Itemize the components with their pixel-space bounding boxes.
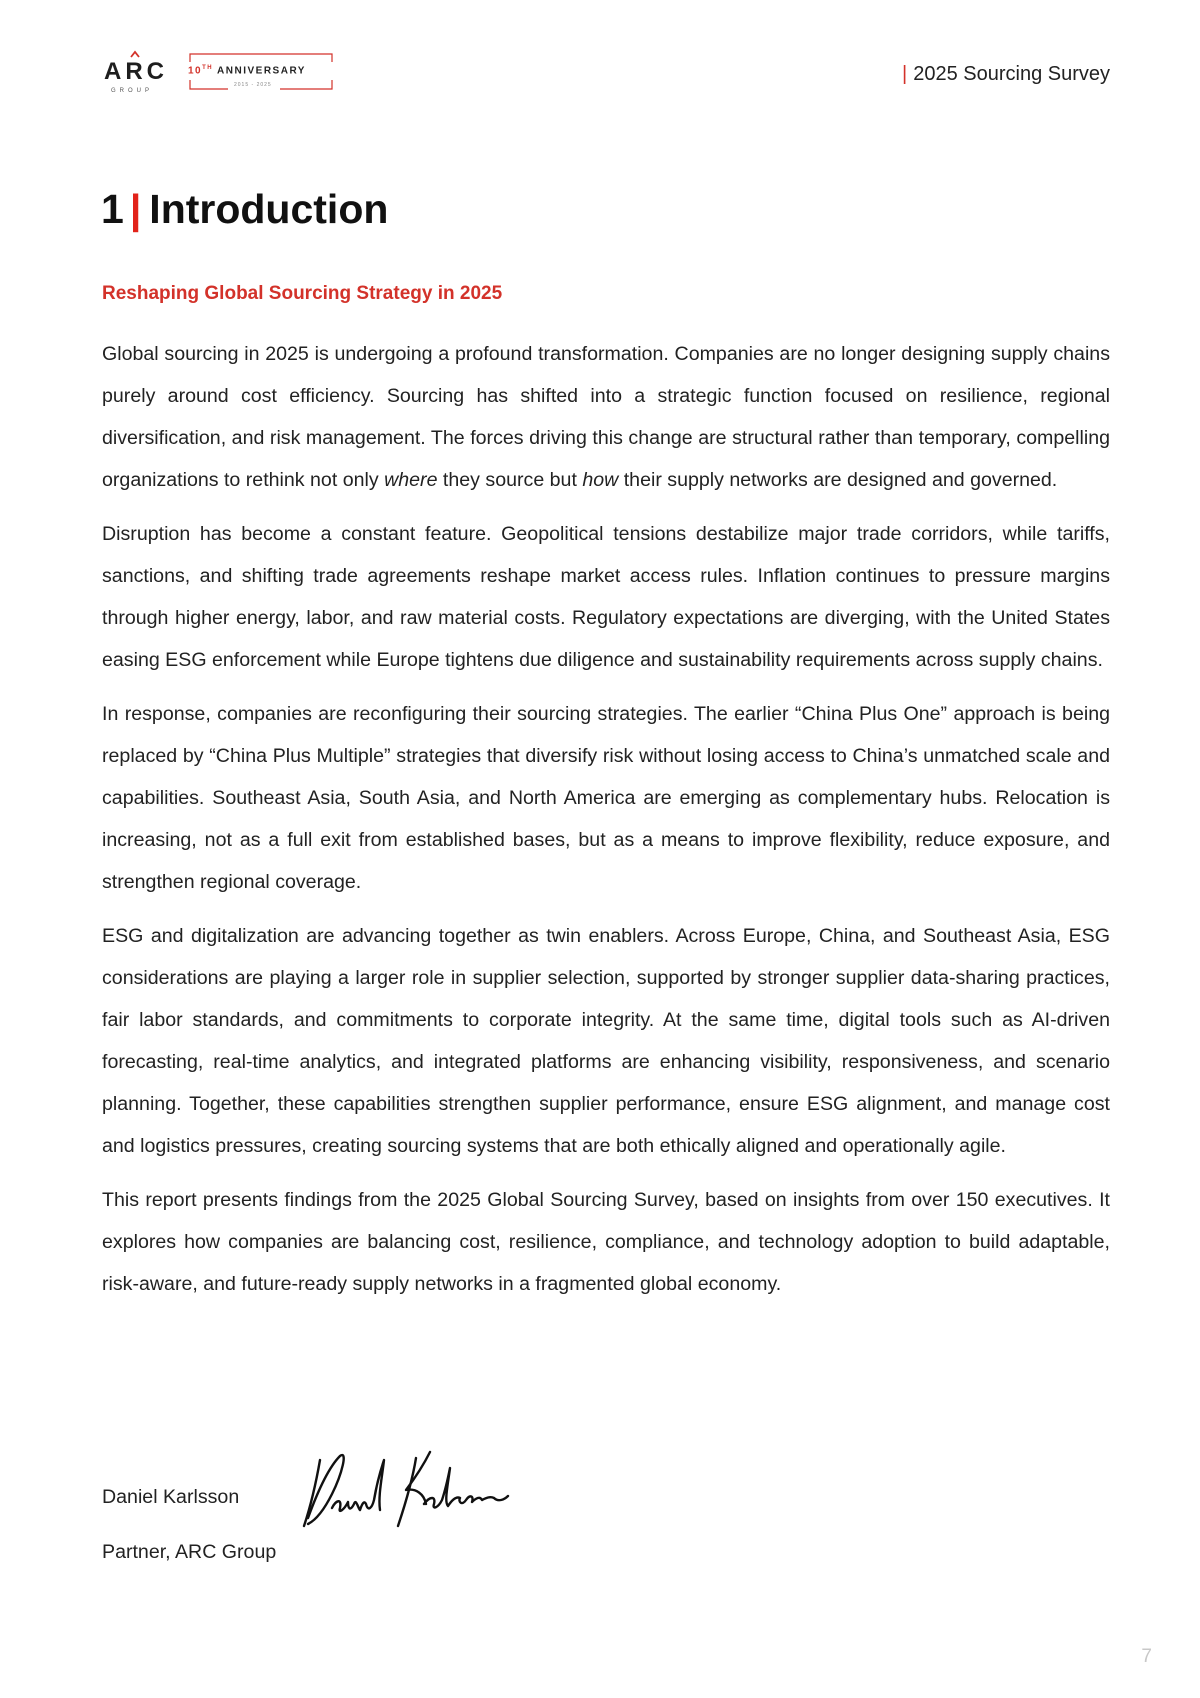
arc-group-logo: [104, 50, 344, 100]
report-title-text: 2025 Sourcing Survey: [913, 63, 1110, 85]
paragraph-1-part-c: their supply networks are designed and governed.: [618, 469, 1058, 491]
paragraph-1-part-a: Global sourcing in 2025 is undergoing a profound transformation. Companies are no longer designing supply chains purely around cost efficiency. Sourcing has shifted into a strategic function focused on resilience, regional diversification, and risk management. The forces driving this change are structural rather than temporary, compelling organizations to rethink not only: [102, 343, 1110, 491]
paragraph-5: This report presents findings from the 2025 Global Sourcing Survey, based on insights from over 150 executives. It explores how companies are balancing cost, resilience, compliance, and technology adoption to build adaptable, risk-aware, and future-ready supply networks in a fragmented global economy.: [102, 1189, 1110, 1295]
section-number: 1: [101, 186, 124, 232]
paragraph-2: Disruption has become a constant feature. Geopolitical tensions destabilize major trade corridors, while tariffs, sanctions, and shifting trade agreements reshape market access rules. Inflation continues to pressure margins through higher energy, labor, and raw material costs. Regulatory expectations are diverging, with the United States easing ESG enforcement while Europe tightens due diligence and sustainability requirements across supply chains.: [102, 523, 1110, 671]
section-title: Introduction: [149, 186, 389, 232]
anniversary-number: 10: [188, 65, 203, 77]
handwritten-signature: [298, 1438, 518, 1538]
anniversary-label: ANNIVERSARY: [217, 65, 306, 77]
paragraph-1-part-b: they source but: [437, 469, 583, 491]
signatory-name: Daniel Karlsson: [102, 1486, 240, 1508]
logo-subtext: GROUP: [111, 88, 154, 94]
anniversary-years: 2015 - 2025: [234, 82, 272, 88]
section-subtitle: Reshaping Global Sourcing Strategy in 2025: [102, 283, 503, 304]
logo-wordmark: ARC: [104, 58, 168, 85]
paragraph-1: [102, 333, 1110, 501]
anniversary-text: [188, 65, 306, 76]
body-text: [102, 333, 1110, 1305]
page-number: 7: [1141, 1646, 1152, 1667]
anniversary-suffix: TH: [202, 65, 214, 71]
title-divider: |: [902, 63, 908, 85]
paragraph-3: In response, companies are reconfiguring their sourcing strategies. The earlier “China Plus One” approach is being replaced by “China Plus Multiple” strategies that diversify risk without losing access to China’s unmatched scale and capabilities. Southeast Asia, South Asia, and North America are emerging as complementary hubs. Relocation is increasing, not as a full exit from established bases, but as a means to improve flexibility, reduce exposure, and strengthen regional coverage.: [102, 703, 1110, 893]
report-title: [902, 63, 1110, 86]
page-header: [0, 0, 1200, 110]
section-heading: [101, 186, 388, 233]
paragraph-4: ESG and digitalization are advancing together as twin enablers. Across Europe, China, and Southeast Asia, ESG considerations are playing a larger role in supplier selection, supported by stronger supplier data-sharing practices, fair labor standards, and commitments to corporate integrity. At the same time, digital tools such as AI-driven forecasting, real-time analytics, and integrated platforms are enhancing visibility, responsiveness, and scenario planning. Together, these capabilities strengthen supplier performance, ensure ESG alignment, and manage cost and logistics pressures, creating sourcing systems that are both ethically aligned and operationally agile.: [102, 925, 1110, 1157]
emphasis-how: how: [582, 469, 619, 491]
signatory-title: Partner, ARC Group: [102, 1541, 277, 1563]
anniversary-badge: [188, 52, 334, 92]
heading-divider: |: [129, 186, 142, 232]
emphasis-where: where: [384, 469, 438, 491]
